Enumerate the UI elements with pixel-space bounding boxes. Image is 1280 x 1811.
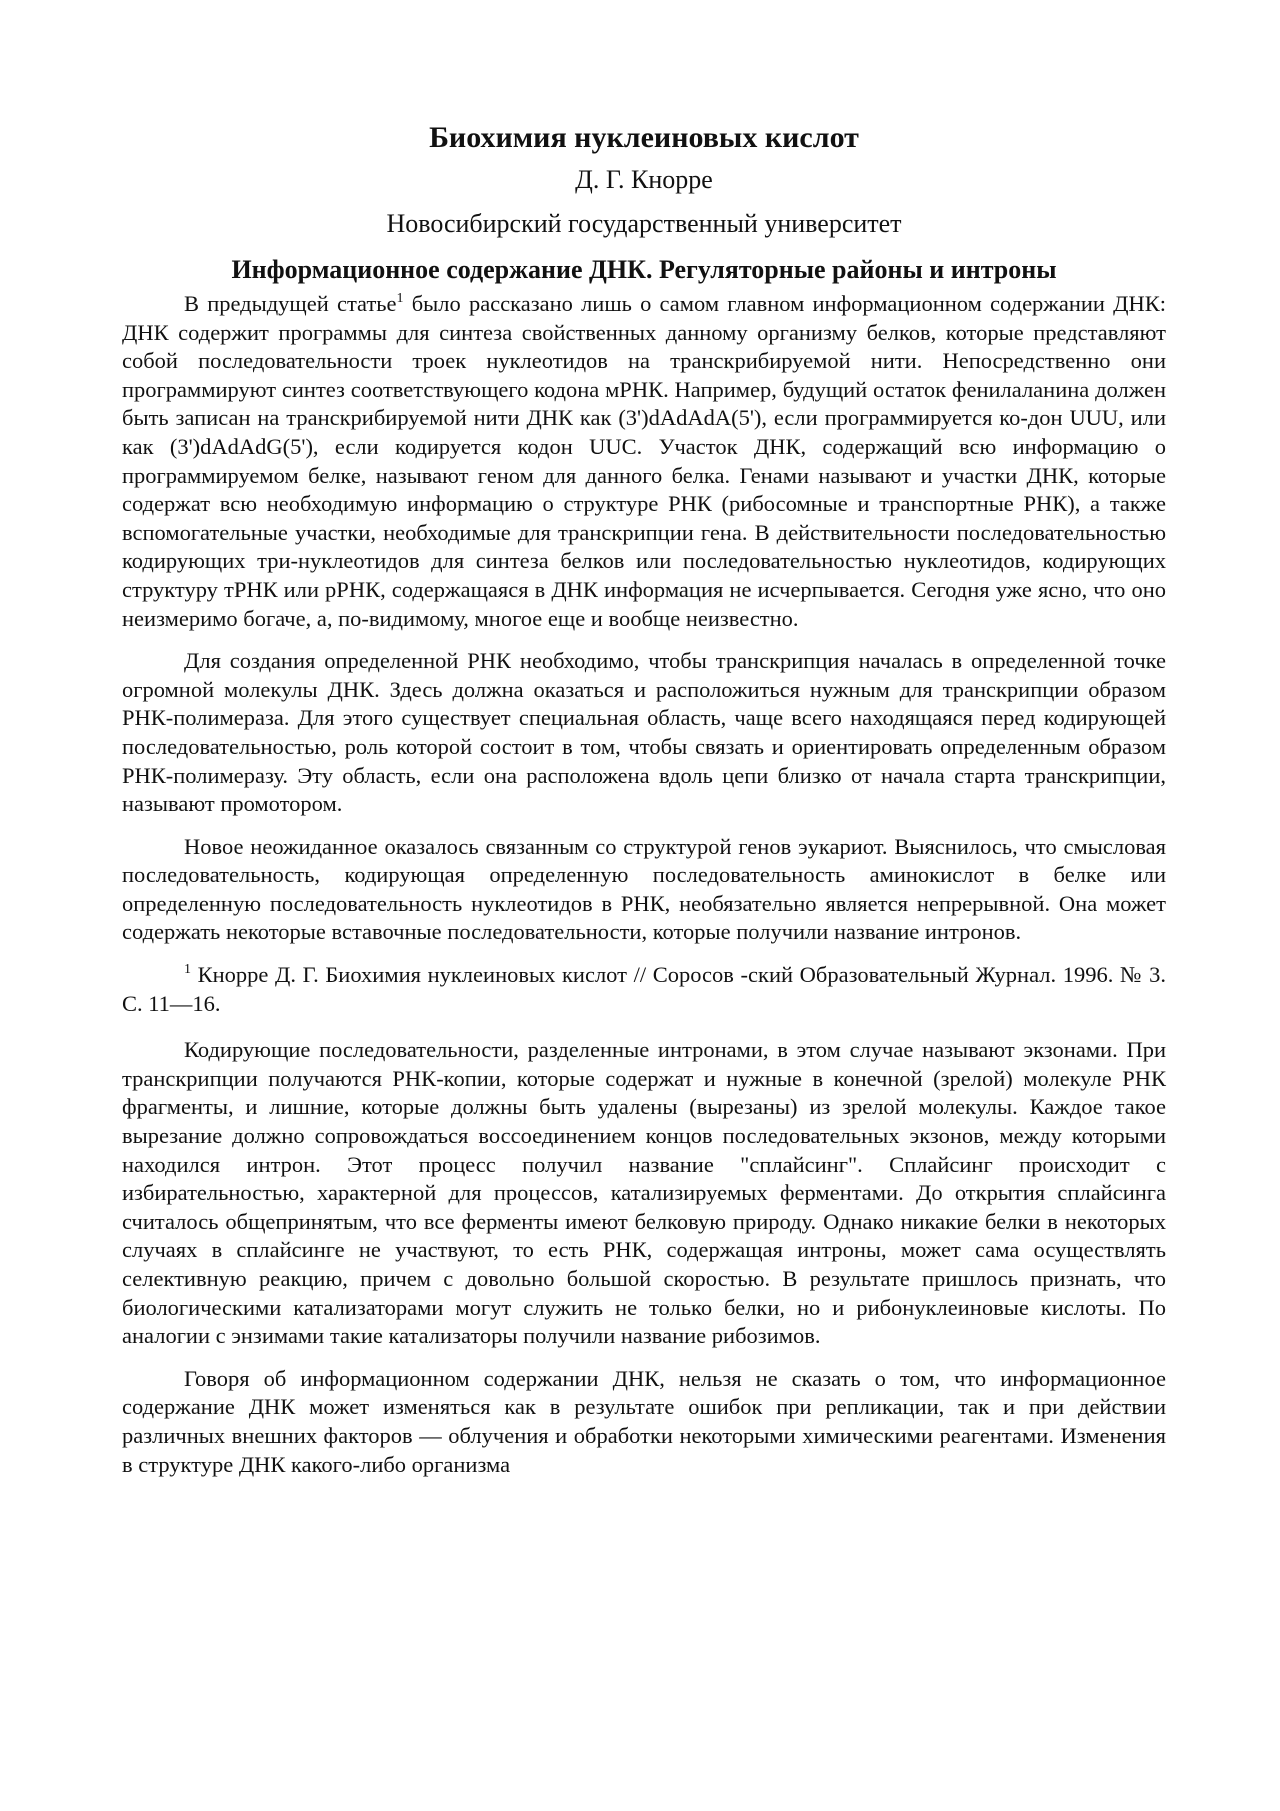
- footnote-reference: 1: [396, 291, 404, 306]
- document-page: [122, 118, 1166, 1493]
- document-title: Биохимия нуклеиновых кислот: [429, 121, 859, 154]
- paragraph-3: Новое неожиданное оказалось связанным со структурой генов эукариот. Выяснилось, что смысловая последовательность, кодирующая определенную последовательность аминокислот в белке или определенную последовательность нуклеотидов в РНК, необязательно является непрерывной. Она может содержать некоторые вставочные последовательности, которые получили название интронов.: [122, 833, 1166, 945]
- footnote-mark: 1: [184, 962, 191, 978]
- paragraph-1: [122, 290, 1166, 633]
- author-affiliation: Новосибирский государственный университет: [386, 209, 902, 238]
- footnote: [122, 961, 1166, 1018]
- paragraph-1-rest: было рассказано лишь о самом главном информационном содержании ДНК: ДНК содержит программы для синтеза свойственных данному организму белков, которые представляют собой последовательности троек нуклеотидов на транскрибируемой нити. Непосредственно они программируют синтез соответствующего кодона мРНК. Например, будущий остаток фенилаланина должен быть записан на транскрибируемой нити ДНК как (3')dAdAdA(5'), если программируется ко-дон UUU, или как (3')dAdAdG(5'), если кодируется кодон UUC. Участок ДНК, содержащий всю информацию о программируемом белке, называют геном для данного белка. Генами называют и участки ДНК, которые содержат всю необходимую информацию о структуре РНК (рибосомные и транспортные РНК), а также вспомогательные участки, необходимые для транскрипции гена. В действительности последовательностью кодирующих три-нуклеотидов для синтеза белков или последовательностью нуклеотидов, кодирующих структуру тРНК или рРНК, содержащаяся в ДНК информация не исчерпывается. Сегодня уже ясно, что оно неизмеримо богаче, а, по-видимому, многое еще и вообще неизвестно.: [122, 291, 1166, 631]
- author-name: Д. Г. Кнорре: [575, 165, 713, 194]
- paragraph-4: Кодирующие последовательности, разделенные интронами, в этом случае называют экзонами. При транскрипции получаются РНК-копии, которые содержат и нужные в конечной (зрелой) молекуле РНК фрагменты, и лишние, которые должны быть удалены (вырезаны) из зрелой молекулы. Каждое такое вырезание должно сопровождаться воссоединением концов последовательных экзонов, между которыми находился интрон. Этот процесс получил название "сплайсинг". Сплайсинг происходит с избирательностью, характерной для процессов, катализируемых ферментами. До открытия сплайсинга считалось общепринятым, что все ферменты имеют белковую природу. Однако никакие белки в некоторых случаях в сплайсинге не участвуют, то есть РНК, содержащая интроны, может сама осуществлять селективную реакцию, причем с довольно большой скоростью. В результате пришлось признать, что биологическими катализаторами могут служить не только белки, но и рибонуклеиновые кислоты. По аналогии с энзимами такие катализаторы получили название рибозимов.: [122, 1037, 1166, 1349]
- paragraph-1-start: В предыдущей статье: [184, 291, 397, 316]
- paragraph-5: Говоря об информационном содержании ДНК, нельзя не сказать о том, что информационное содержание ДНК может изменяться как в результате ошибок при репликации, так и при действии различных внешних факторов — облучения и обработки некоторыми химическими реагентами. Изменения в структуре ДНК какого-либо организма: [122, 1365, 1166, 1477]
- section-heading: Информационное содержание ДНК. Регуляторные районы и интроны: [231, 255, 1057, 284]
- footnote-text: Кнорре Д. Г. Биохимия нуклеиновых кислот // Соросов -ский Образовательный Журнал. 1996. № 3. С. 11—16.: [122, 962, 1166, 1016]
- paragraph-2: Для создания определенной РНК необходимо, чтобы транскрипция началась в определенной точке огромной молекулы ДНК. Здесь должна оказаться и расположиться нужным для транскрипции образом РНК-полимераза. Для этого существует специальная область, чаще всего находящаяся перед кодирующей последовательностью, роль которой состоит в том, чтобы связать и ориентировать определенным образом РНК-полимеразу. Эту область, если она расположена вдоль цепи близко от начала старта транскрипции, называют промотором.: [122, 648, 1166, 817]
